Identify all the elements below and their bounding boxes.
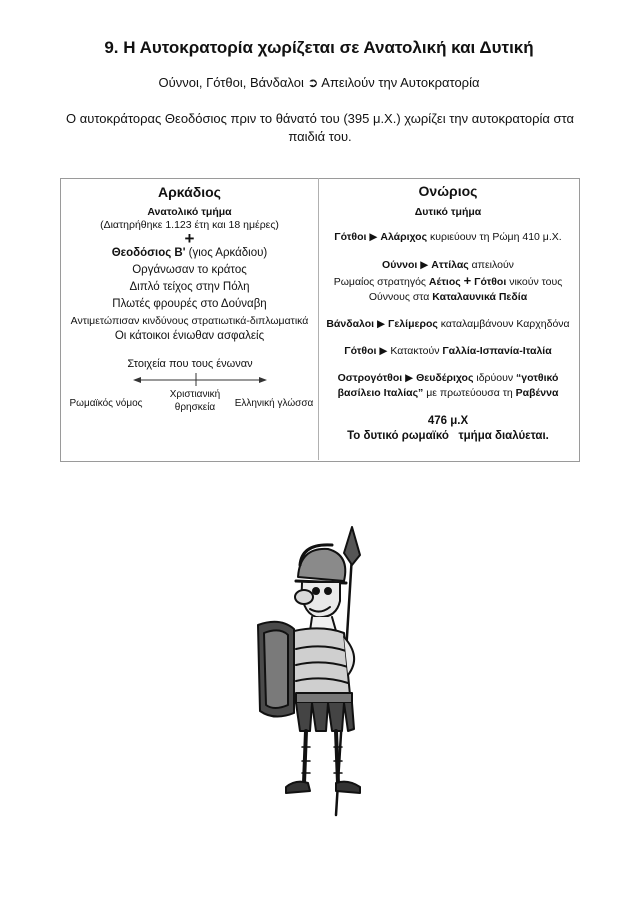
aetius-line: [320, 273, 576, 290]
plus-icon: +: [463, 273, 472, 288]
ravenna-name: Ραβέννα: [515, 387, 559, 399]
east-section-label: Ανατολικό τμήμα: [147, 206, 232, 218]
catalaunian-line: [320, 290, 576, 305]
huns-text: απειλούν: [468, 259, 514, 271]
gothic-kingdom-start: “γοτθικό: [516, 372, 559, 384]
element-greek-language: Ελληνική γλώσσα: [234, 398, 314, 409]
goths-label: Γότθοι: [344, 345, 377, 357]
aetius-suffix: νικούν τους: [506, 276, 563, 288]
west-section-label: Δυτικό τμήμα: [414, 206, 482, 218]
huns-label: Ούννοι: [382, 259, 418, 271]
arrow-right-icon: ▶: [379, 345, 388, 357]
east-line-4: Αντιμετώπισαν κινδύνους στρατιωτικά-διπλωματικά: [70, 315, 309, 327]
onorios-heading: Ονώριος: [418, 183, 478, 199]
conquer-text: Κατακτούν: [387, 345, 443, 357]
arrow-right-icon: ▶: [369, 231, 378, 243]
aetius-name: Αέτιος: [428, 276, 461, 288]
ostrogoths-label: Οστρογότθοι: [337, 372, 403, 384]
attila-name: Αττίλας: [431, 259, 469, 271]
east-line-2: Διπλό τείχος στην Πόλη: [129, 281, 250, 293]
intro-text: Ο αυτοκράτορας Θεοδόσιος πριν το θάνατό του (395 μ.Χ.) χωρίζει την αυτοκρατορία στα παιδιά του.: [66, 111, 574, 144]
huns-line: [320, 258, 576, 273]
east-line-1: Οργάνωσαν το κράτος: [132, 264, 247, 276]
arrow-right-icon: ▶: [420, 259, 429, 271]
unity-label: Στοιχεία που τους ένωναν: [127, 358, 253, 370]
arrow-right-icon: ▶: [405, 372, 414, 384]
element-christian-religion: Χριστιανική θρησκεία: [169, 389, 221, 413]
goths-ally-label: Γότθοι: [474, 276, 507, 288]
vandals-line: [320, 317, 576, 332]
aetius-prefix: Ρωμαίος στρατηγός: [333, 276, 429, 288]
goths-alaric-line: [320, 230, 576, 245]
ravenna-line: [320, 386, 576, 401]
successor-name: Θεοδόσιος Β': [111, 247, 186, 259]
threat-text: Απειλούν την Αυτοκρατορία: [321, 75, 480, 90]
plus-icon: +: [184, 229, 195, 248]
vandals-label: Βάνδαλοι: [326, 318, 375, 330]
conquered-lands: Γαλλία-Ισπανία-Ιταλία: [442, 345, 552, 357]
gothic-kingdom-end: βασίλειο Ιταλίας”: [337, 387, 424, 399]
theoderic-name: Θευδέριχος: [416, 372, 474, 384]
successor-note: (γιος Αρκάδιου): [185, 247, 268, 259]
goths-alaric-text: κυριεύουν τη Ρώμη 410 μ.Χ.: [427, 231, 562, 243]
peoples-text: Ούννοι, Γότθοι, Βάνδαλοι: [158, 75, 304, 90]
roman-soldier-illustration: [240, 525, 400, 825]
arrow-right-icon: ▶: [377, 318, 386, 330]
goths-label: Γότθοι: [334, 231, 367, 243]
duration-text: (Διατηρήθηκε 1.123 έτη και 18 ημέρες): [100, 219, 279, 231]
found-text: ιδρύουν: [473, 372, 516, 384]
gelimer-name: Γελίμερος: [388, 318, 438, 330]
goths-conquest-line: [320, 344, 576, 359]
east-line-5: Οι κάτοικοι ένιωθαν ασφαλείς: [114, 330, 265, 342]
element-roman-law: Ρωμαϊκός νόμος: [69, 398, 143, 409]
west-end-text: Το δυτικό ρωμαϊκό τμήμα διαλύεται.: [347, 430, 549, 442]
right-column: [320, 184, 576, 444]
curved-arrow-icon: ➲: [307, 76, 319, 91]
alaric-name: Αλάριχος: [380, 231, 428, 243]
catalaunian-fields: Καταλαυνικά Πεδία: [432, 291, 528, 303]
capital-text: με πρωτεύουσα τη: [423, 387, 516, 399]
catalaunian-prefix: Ούννους στα: [368, 291, 433, 303]
ostrogoths-line: [320, 371, 576, 386]
east-line-3: Πλωτές φρουρές στο Δούναβη: [112, 298, 267, 310]
arkadios-heading: Αρκάδιος: [158, 184, 221, 200]
year-476: 476 μ.Χ: [427, 415, 469, 427]
page-title: 9. Η Αυτοκρατορία χωρίζεται σε Ανατολική και Δυτική: [104, 38, 534, 57]
vandals-text: καταλαμβάνουν Καρχηδόνα: [437, 318, 570, 330]
